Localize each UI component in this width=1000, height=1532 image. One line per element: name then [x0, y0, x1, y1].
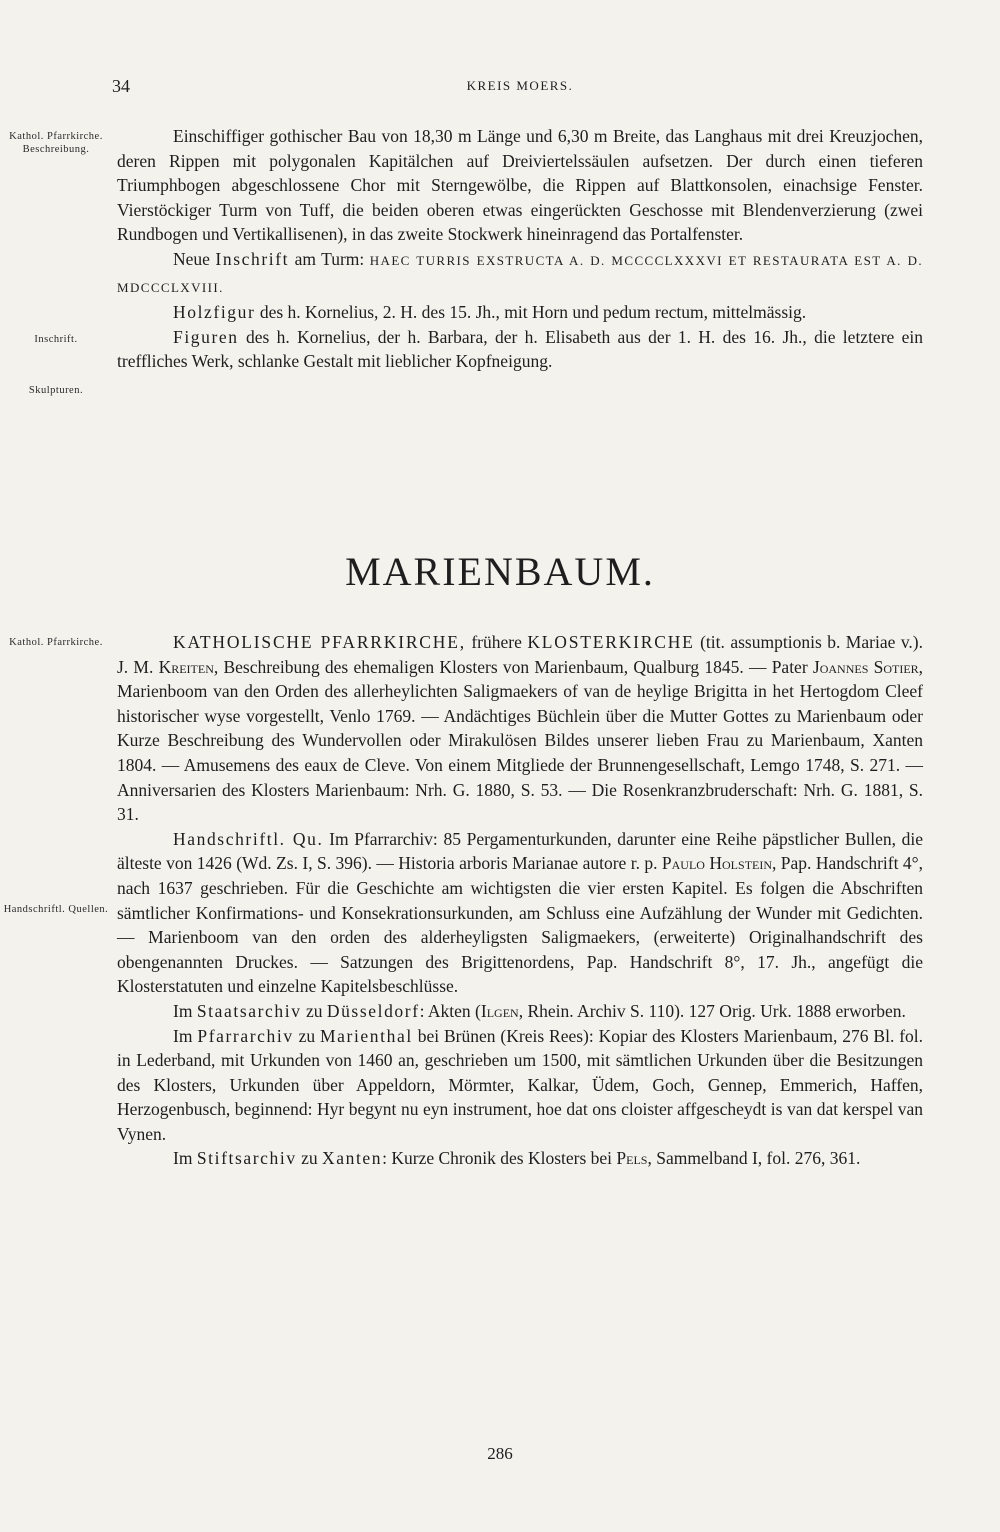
paragraph-description: Einschiffiger gothischer Bau von 18,30 m Länge und 6,30 m Breite, das Langhaus mit drei Kreuzjochen, deren Rippen mit polygonalen Kapitälchen auf Dreiviertelssäulen aufsetzen. Der durch einen tieferen Triumphbogen abgeschlossene Chor mit Sterngewölbe, die Rippen auf Blattkonsolen, einachsige Fenster. Vierstöckiger Turm von Tuff, die beiden oberen etwas eingerückten Geschosse mit Blendenverzierung (zwei Rundbogen und Vertikallisenen), in das zweite Stockwerk hineinragend das Portalfenster.	[117, 126, 923, 245]
page-number-top: 34	[112, 76, 130, 96]
paragraph-holzfigur: Holzfigur des h. Kornelius, 2. H. des 15. Jh., mit Horn und pedum rectum, mittelmässig.	[173, 302, 807, 323]
margin-note-skulpturen: Skulpturen.	[28, 385, 84, 396]
margin-note-kathol-pfarrkirche: Kathol. Pfarrkirche.	[9, 637, 103, 648]
running-head	[112, 76, 928, 100]
margin-note-inschrift: Inschrift.	[34, 334, 78, 345]
place-title: MARIENBAUM.	[345, 549, 655, 594]
inscription-text: HAEC TURRIS EXSTRUCTA A. D. MCCCCLXXXVI ET RESTAURATA EST A. D. MDCCCLXVIII.	[117, 252, 924, 295]
margin-note-handschriftl-quellen: Handschriftl. Quellen.	[3, 904, 109, 915]
paragraph-stiftsarchiv: Im Stiftsarchiv zu Xanten: Kurze Chronik des Klosters bei Pels, Sammelband I, fol. 276, 361.	[173, 1148, 861, 1169]
paragraph-kirche-literature: KATHOLISCHE PFARRKIRCHE, frühere KLOSTERKIRCHE (tit. assumptionis b. Mariae v.). J. M. Kreiten, Beschreibung des ehemaligen Klosters von Marienbaum, Qualburg 1845. — Pater Joannes Sotier, Marienboom van den Orden des allerheylichten Saligmaekers of van de heylige Brigitta in het Hertogdom Cleef historischer wyse vorgestellt, Venlo 1769. — Andächtiges Büchlein über die Mutter Gottes zu Marienbaum oder Kurze Beschreibung des Wundervollen oder Mirakulösen Bildes unserer lieben Frau zu Marienbaum, Xanten 1804. — Amusemens des eaux de Cleve. Von einem Mitgliede der Brunnengesellschaft, Lemgo 1748, S. 271. — Anniversarien des Klosters Marienbaum: Nrh. G. 1880, S. 53. — Die Rosenkranzbruderschaft: Nrh. G. 1881, S. 31.	[117, 632, 924, 825]
running-title: KREIS MOERS.	[466, 78, 574, 93]
paragraph-staatsarchiv: Im Staatsarchiv zu Düsseldorf: Akten (Ilgen, Rhein. Archiv S. 110). 127 Orig. Urk. 1888 erworben.	[173, 1000, 906, 1021]
margin-note-kathol-beschreibung: Kathol. Pfarrkirche. Beschreibung.	[9, 131, 103, 155]
paragraph-handschriftl: Handschriftl. Qu. Im Pfarrarchiv: 85 Pergamenturkunden, darunter eine Reihe päpstlicher Bullen, die älteste von 1426 (Wd. Zs. I, S. 396). — Historia arboris Marianae autore r. p. Paulo Holstein, Pap. Handschrift 4°, nach 1637 geschrieben. Für die Geschichte am wichtigsten die vier ersten Kapitel. Es folgen die Abschriften sämtlicher Konfirmations- und Konsekrationsurkunden, am Schluss eine Aufzählung der Wunder mit Gedichten. — Marienboom van den orden des alderheyligsten Saligmaekers, (erweiterte) Originalhandschrift des obengenannten Druckes. — Satzungen des Brigittenordens, Pap. Handschrift 8°, 17. Jh., angefügt die Klosterstatuten und einzelne Kapitelsbeschlüsse.	[117, 828, 923, 997]
section-marienbaum	[117, 630, 923, 1171]
section-moers-church	[117, 124, 923, 374]
paragraph-inschrift: Neue Inschrift am Turm: HAEC TURRIS EXSTRUCTA A. D. MCCCCLXXXVI ET RESTAURATA EST A. D. MDCCCLXVIII.	[117, 248, 924, 295]
paragraph-pfarrarchiv-marienthal: Im Pfarrarchiv zu Marienthal bei Brünen (Kreis Rees): Kopiar des Klosters Marienbaum, 276 Bl. fol. in Lederband, mit Urkunden von 1460 an, geschrieben um 1500, mit sämtlichen Urkunden über die Besitzungen des Klosters, Urkunden über Appeldorn, Mörmter, Kalkar, Üdem, Goch, Gennep, Emmerich, Haffen, Herzogenbusch, beginnend: Hyr begynt nu eyn instrument, hoe dat ons cloister affgescheydt is van dat kerspel van Vynen.	[117, 1025, 924, 1144]
paragraph-figuren: Figuren des h. Kornelius, der h. Barbara, der h. Elisabeth aus der 1. H. des 16. Jh., die letztere ein treffliches Werk, schlanke Gestalt mit lieblicher Kopfneigung.	[117, 326, 923, 372]
page-number-bottom: 286	[487, 1444, 513, 1463]
